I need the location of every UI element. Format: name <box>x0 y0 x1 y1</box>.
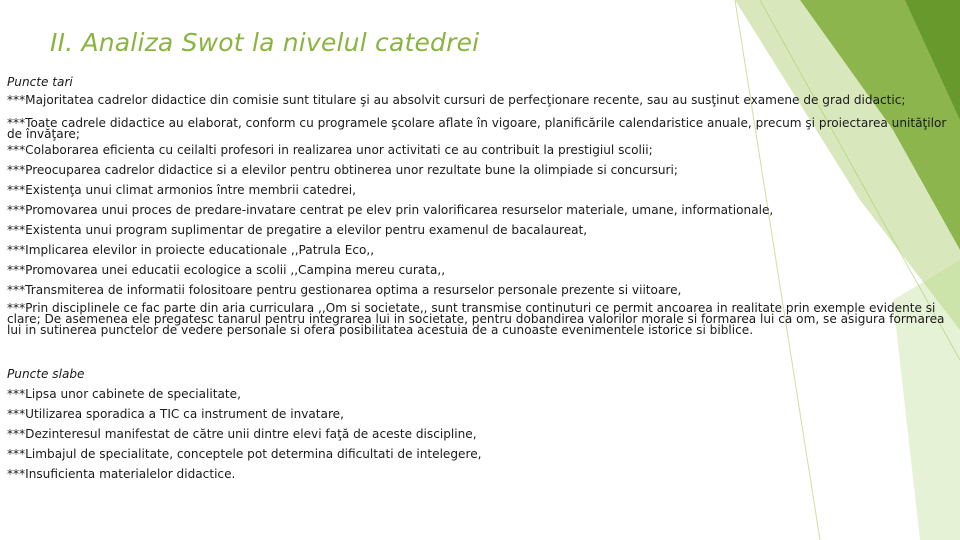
strength-item: ***Implicarea elevilor in proiecte educationale ,,Patrula Eco,, <box>7 243 375 257</box>
strength-item: ***Promovarea unui proces de predare-invatare centrat pe elev prin valorificarea resurselor materiale, umane, informationale, <box>7 203 774 217</box>
weakness-item: ***Insuficienta materialelor didactice. <box>7 467 236 481</box>
strength-item: ***Transmiterea de informatii folositoare pentru gestionarea optima a resurselor personale prezente si viitoare, <box>7 283 682 297</box>
weaknesses-heading: Puncte slabe <box>7 367 85 381</box>
weakness-item: ***Utilizarea sporadica a TIC ca instrument de invatare, <box>7 407 344 421</box>
strengths-heading: Puncte tari <box>7 75 73 89</box>
slide-title: II. Analiza Swot la nivelul catedrei <box>50 28 480 57</box>
strength-item: ***Existenta unui program suplimentar de pregatire a elevilor pentru examenul de bacalaureat, <box>7 223 588 237</box>
strength-item: ***Preocuparea cadrelor didactice si a elevilor pentru obtinerea unor rezultate bune la olimpiade si concursuri; <box>7 163 678 177</box>
weakness-item: ***Limbajul de specialitate, conceptele pot determina dificultati de intelegere, <box>7 447 482 461</box>
weakness-item: ***Dezinteresul manifestat de către unii dintre elevi faţă de aceste discipline, <box>7 427 477 441</box>
section-spacer <box>7 336 952 364</box>
strength-item: ***Promovarea unei educatii ecologice a scolii ,,Campina mereu curata,, <box>7 263 446 277</box>
strength-item: ***Majoritatea cadrelor didactice din comisie sunt titulare şi au absolvit cursuri de perfecţionare recente, sau au susţinut examene de grad didactic; <box>7 93 906 107</box>
strength-item: ***Prin disciplinele ce fac parte din aria curriculara ,,Om si societate,, sunt transmise continuturi ce permit ancoarea in realitate prin exemple evidente si clare; De asemenea ele pregatesc tanarul pentru integrarea lui in societate, pentru dobandirea valorilor morale si formarea lui ca om, se asigura formarea lui in sutinerea punctelor de vedere personale si ofera posibilitatea acestuia de a cunoaste evenimentele istorice si biblice. <box>7 301 945 337</box>
strength-item: ***Existenţa unui climat armonios între membrii catedrei, <box>7 183 356 197</box>
strength-item: ***Toate cadrele didactice au elaborat, conform cu programele şcolare aflate în vigoare, planificările calendaristice anuale, precum şi proiectarea unităţilor de învăţare; <box>7 116 947 141</box>
swot-content <box>7 72 952 484</box>
strength-item: ***Colaborarea eficienta cu ceilalti profesori in realizarea unor activitati ce au contribuit la prestigiul scolii; <box>7 143 653 157</box>
weakness-item: ***Lipsa unor cabinete de specialitate, <box>7 387 241 401</box>
